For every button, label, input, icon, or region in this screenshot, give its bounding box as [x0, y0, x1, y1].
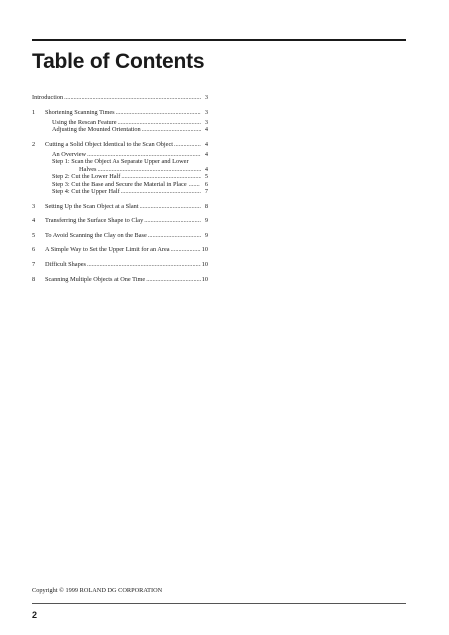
- dot-leader: [189, 181, 200, 188]
- dot-leader: [121, 188, 201, 195]
- dot-leader: [140, 203, 201, 210]
- toc-section-number: 7: [32, 261, 36, 268]
- toc-entry-text: Step 4: Cut the Upper Half: [52, 188, 120, 196]
- bottom-rule: [32, 603, 406, 604]
- toc-entry-text: An Overview: [52, 151, 87, 158]
- toc-page-number: 3: [204, 108, 208, 116]
- toc-entry-text: Adjusting the Mounted Orientation: [52, 126, 141, 134]
- toc-page-number: 3: [204, 118, 208, 126]
- toc-entry-introduction[interactable]: [32, 94, 208, 101]
- copyright-notice: Copyright © 1999 ROLAND DG CORPORATION: [32, 587, 163, 594]
- toc-page-number: 4: [204, 165, 208, 173]
- toc-page-number: 8: [204, 202, 208, 210]
- dot-leader: [146, 276, 200, 283]
- dot-leader: [118, 119, 201, 126]
- dot-leader: [148, 232, 201, 239]
- toc-section-number: 6: [32, 246, 36, 254]
- toc-entry-text: Cutting a Solid Object Identical to the Scan Object: [45, 140, 174, 148]
- toc-page-number: 10: [201, 261, 208, 268]
- dot-leader: [87, 151, 201, 158]
- toc-entry-section-1[interactable]: [32, 109, 208, 116]
- dot-leader: [144, 217, 201, 224]
- toc-subentry-step3[interactable]: [32, 181, 208, 188]
- toc-entry-text: To Avoid Scanning the Clay on the Base: [45, 231, 147, 239]
- toc-entry-text: Scanning Multiple Objects at One Time: [45, 275, 146, 283]
- toc-page-number: 3: [204, 94, 208, 101]
- toc-page-number: 9: [204, 217, 208, 225]
- dot-leader: [142, 126, 201, 133]
- toc-entry-section-7[interactable]: [32, 261, 208, 268]
- toc-subentry-step2[interactable]: [32, 173, 208, 180]
- toc-entry-section-4[interactable]: [32, 217, 208, 224]
- toc-page-number: 5: [204, 173, 208, 181]
- toc-subentry-orientation[interactable]: [32, 126, 208, 133]
- toc-section-number: 8: [32, 275, 36, 283]
- toc-page-number: 4: [204, 126, 208, 134]
- dot-leader: [121, 173, 201, 180]
- dot-leader: [171, 246, 201, 253]
- toc-page-number: 10: [201, 246, 208, 254]
- toc-entry-text: Step 1: Scan the Object As Separate Upper and Lower: [52, 158, 189, 166]
- top-rule: [32, 39, 406, 41]
- toc-section-number: 2: [32, 140, 36, 148]
- toc-page-number: 10: [201, 275, 208, 283]
- dot-leader: [64, 94, 201, 101]
- page-number: 2: [32, 610, 38, 620]
- page-title: Table of Contents: [32, 50, 205, 73]
- toc-entry-text: Using the Rescan Feature: [52, 118, 117, 126]
- toc-section-number: 1: [32, 108, 36, 116]
- toc-entry-text: Halves: [79, 165, 97, 173]
- toc-entry-text: Setting Up the Scan Object at a Slant: [45, 202, 139, 210]
- toc-entry-section-8[interactable]: [32, 276, 208, 283]
- toc-subentry-step1-line1[interactable]: [32, 158, 208, 165]
- toc-subentry-step1-line2[interactable]: [32, 166, 208, 173]
- dot-leader: [98, 166, 202, 173]
- toc-entry-section-5[interactable]: [32, 232, 208, 239]
- toc-entry-text: Transferring the Surface Shape to Clay: [45, 217, 144, 225]
- toc-page-number: 4: [204, 151, 208, 158]
- toc-page-number: 7: [204, 188, 208, 196]
- toc-section-number: 5: [32, 231, 36, 239]
- toc-entry-text: Shortening Scanning Times: [45, 108, 115, 116]
- toc-subentry-step4[interactable]: [32, 188, 208, 195]
- dot-leader: [87, 261, 201, 268]
- toc-section-number: 3: [32, 202, 36, 210]
- table-of-contents: [32, 94, 208, 283]
- toc-entry-section-2[interactable]: [32, 141, 208, 148]
- toc-page-number: 4: [204, 140, 208, 148]
- toc-subentry-overview[interactable]: [32, 151, 208, 158]
- toc-page-number: 9: [204, 231, 208, 239]
- dot-leader: [174, 141, 201, 148]
- toc-entry-text: Introduction: [32, 94, 64, 101]
- toc-entry-text: Difficult Shapes: [45, 261, 86, 268]
- dot-leader: [116, 109, 201, 116]
- toc-entry-section-6[interactable]: [32, 246, 208, 253]
- toc-subentry-rescan[interactable]: [32, 119, 208, 126]
- toc-entry-text: A Simple Way to Set the Upper Limit for an Area: [45, 246, 170, 254]
- toc-entry-text: Step 3: Cut the Base and Secure the Material in Place: [52, 180, 187, 188]
- toc-section-number: 4: [32, 217, 36, 225]
- toc-page-number: 6: [204, 180, 208, 188]
- toc-entry-section-3[interactable]: [32, 203, 208, 210]
- toc-entry-text: Step 2: Cut the Lower Half: [52, 173, 121, 181]
